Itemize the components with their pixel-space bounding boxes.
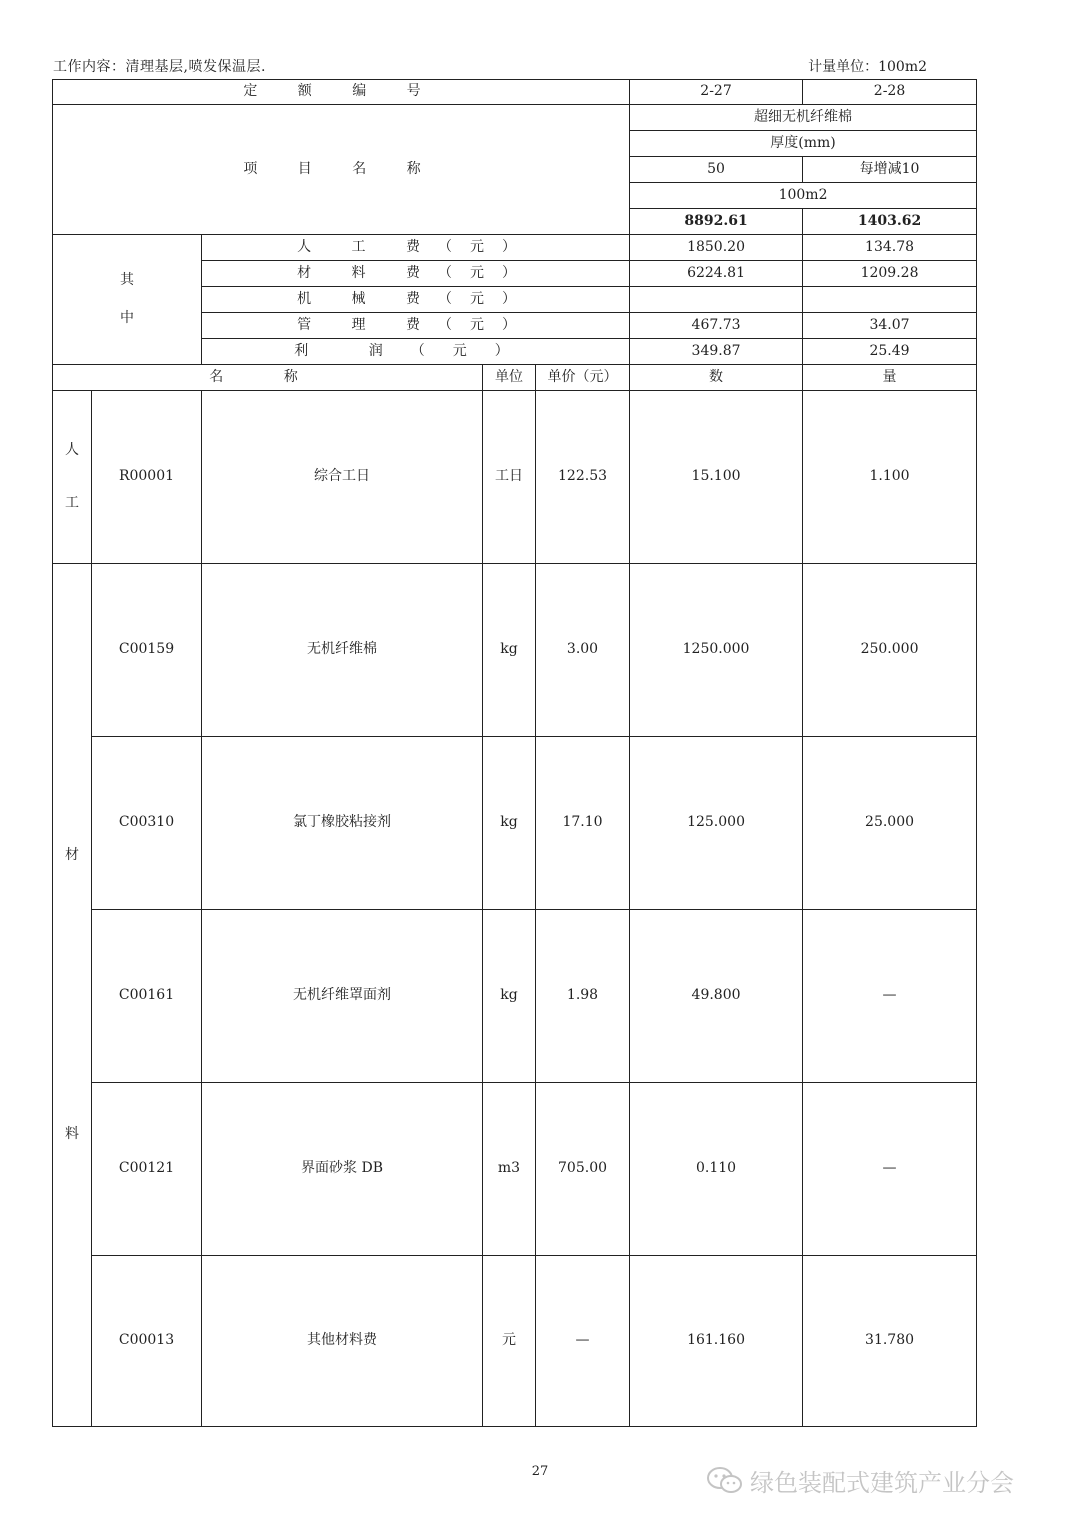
resource-qty-2: — [803, 1083, 977, 1256]
breakdown-label [53, 235, 202, 365]
resource-name: 界面砂浆 DB [202, 1083, 483, 1256]
breakdown-row-label: 利 润（元） [202, 339, 630, 365]
resource-qty-1: 1250.000 [630, 564, 803, 737]
col-header-price: 单价（元） [536, 365, 630, 391]
thickness-1: 50 [630, 157, 803, 183]
page-number: 27 [531, 1464, 549, 1479]
resource-name: 氯丁橡胶粘接剂 [202, 737, 483, 910]
resource-price: — [536, 1256, 630, 1427]
col-header-unit: 单位 [483, 365, 536, 391]
wechat-icon [706, 1466, 744, 1496]
resource-qty-1: 49.800 [630, 910, 803, 1083]
resource-unit: kg [483, 910, 536, 1083]
resource-price: 17.10 [536, 737, 630, 910]
resource-unit: kg [483, 737, 536, 910]
breakdown-value: 25.49 [803, 339, 977, 365]
col-header-name: 名 称 [53, 365, 483, 391]
resource-price: 1.98 [536, 910, 630, 1083]
resource-unit: m3 [483, 1083, 536, 1256]
breakdown-value: 349.87 [630, 339, 803, 365]
quota-code-2: 2-28 [803, 80, 977, 105]
resource-code: C00310 [92, 737, 202, 910]
resource-code: C00159 [92, 564, 202, 737]
work-content: 工作内容：清理基层,喷发保温层. [53, 59, 266, 75]
breakdown-value: 6224.81 [630, 261, 803, 287]
resource-price: 122.53 [536, 391, 630, 564]
resource-qty-2: 31.780 [803, 1256, 977, 1427]
table-row [53, 910, 977, 1083]
resource-qty-2: — [803, 910, 977, 1083]
breakdown-value: 467.73 [630, 313, 803, 339]
table-row [53, 391, 977, 564]
resource-unit: kg [483, 564, 536, 737]
labor-category-bottom: 工 [65, 495, 79, 511]
measurement-unit: 计量单位：100m2 [808, 59, 927, 75]
total-2: 1403.62 [803, 209, 977, 235]
table-row [53, 564, 977, 737]
breakdown-row-label: 管 理 费（元） [202, 313, 630, 339]
labor-category-top: 人 [65, 441, 79, 458]
breakdown-value: 1209.28 [803, 261, 977, 287]
total-1: 8892.61 [630, 209, 803, 235]
quota-code-1: 2-27 [630, 80, 803, 105]
breakdown-value: 34.07 [803, 313, 977, 339]
resource-qty-1: 0.110 [630, 1083, 803, 1256]
col-header-qty-right: 量 [803, 365, 977, 391]
breakdown-label-top: 其 [120, 272, 134, 289]
watermark-text: 绿色装配式建筑产业分会 [750, 1469, 1014, 1497]
resource-unit: 元 [483, 1256, 536, 1427]
table-row [53, 1083, 977, 1256]
resource-code: R00001 [92, 391, 202, 564]
quota-table [52, 79, 977, 1427]
material-category-bottom: 料 [65, 1126, 79, 1142]
item-name-label: 项 目 名 称 [53, 105, 630, 235]
resource-qty-1: 15.100 [630, 391, 803, 564]
breakdown-value [803, 287, 977, 313]
resource-code: C00161 [92, 910, 202, 1083]
resource-name: 无机纤维棉 [202, 564, 483, 737]
watermark [706, 1463, 1014, 1498]
table-row [53, 737, 977, 910]
thickness-label: 厚度(mm) [630, 131, 977, 157]
resource-unit: 工日 [483, 391, 536, 564]
resource-qty-1: 125.000 [630, 737, 803, 910]
labor-category [53, 391, 92, 564]
breakdown-value: 1850.20 [630, 235, 803, 261]
material-category-top: 材 [65, 846, 79, 863]
col-header-qty-left: 数 [630, 365, 803, 391]
quota-unit: 100m2 [630, 183, 977, 209]
resource-code: C00013 [92, 1256, 202, 1427]
breakdown-row-label: 机 械 费（元） [202, 287, 630, 313]
thickness-2: 每增减10 [803, 157, 977, 183]
resource-price: 3.00 [536, 564, 630, 737]
resource-name: 其他材料费 [202, 1256, 483, 1427]
material-name: 超细无机纤维棉 [630, 105, 977, 131]
resource-qty-2: 25.000 [803, 737, 977, 910]
breakdown-row-label: 材 料 费（元） [202, 261, 630, 287]
material-category [53, 564, 92, 1427]
resource-qty-1: 161.160 [630, 1256, 803, 1427]
table-row [53, 1256, 977, 1427]
breakdown-row-label: 人 工 费（元） [202, 235, 630, 261]
resource-name: 综合工日 [202, 391, 483, 564]
breakdown-value [630, 287, 803, 313]
resource-code: C00121 [92, 1083, 202, 1256]
resource-price: 705.00 [536, 1083, 630, 1256]
resource-qty-2: 250.000 [803, 564, 977, 737]
resource-qty-2: 1.100 [803, 391, 977, 564]
resource-name: 无机纤维罩面剂 [202, 910, 483, 1083]
breakdown-label-bottom: 中 [120, 309, 134, 326]
breakdown-value: 134.78 [803, 235, 977, 261]
quota-code-label: 定 额 编 号 [53, 80, 630, 105]
